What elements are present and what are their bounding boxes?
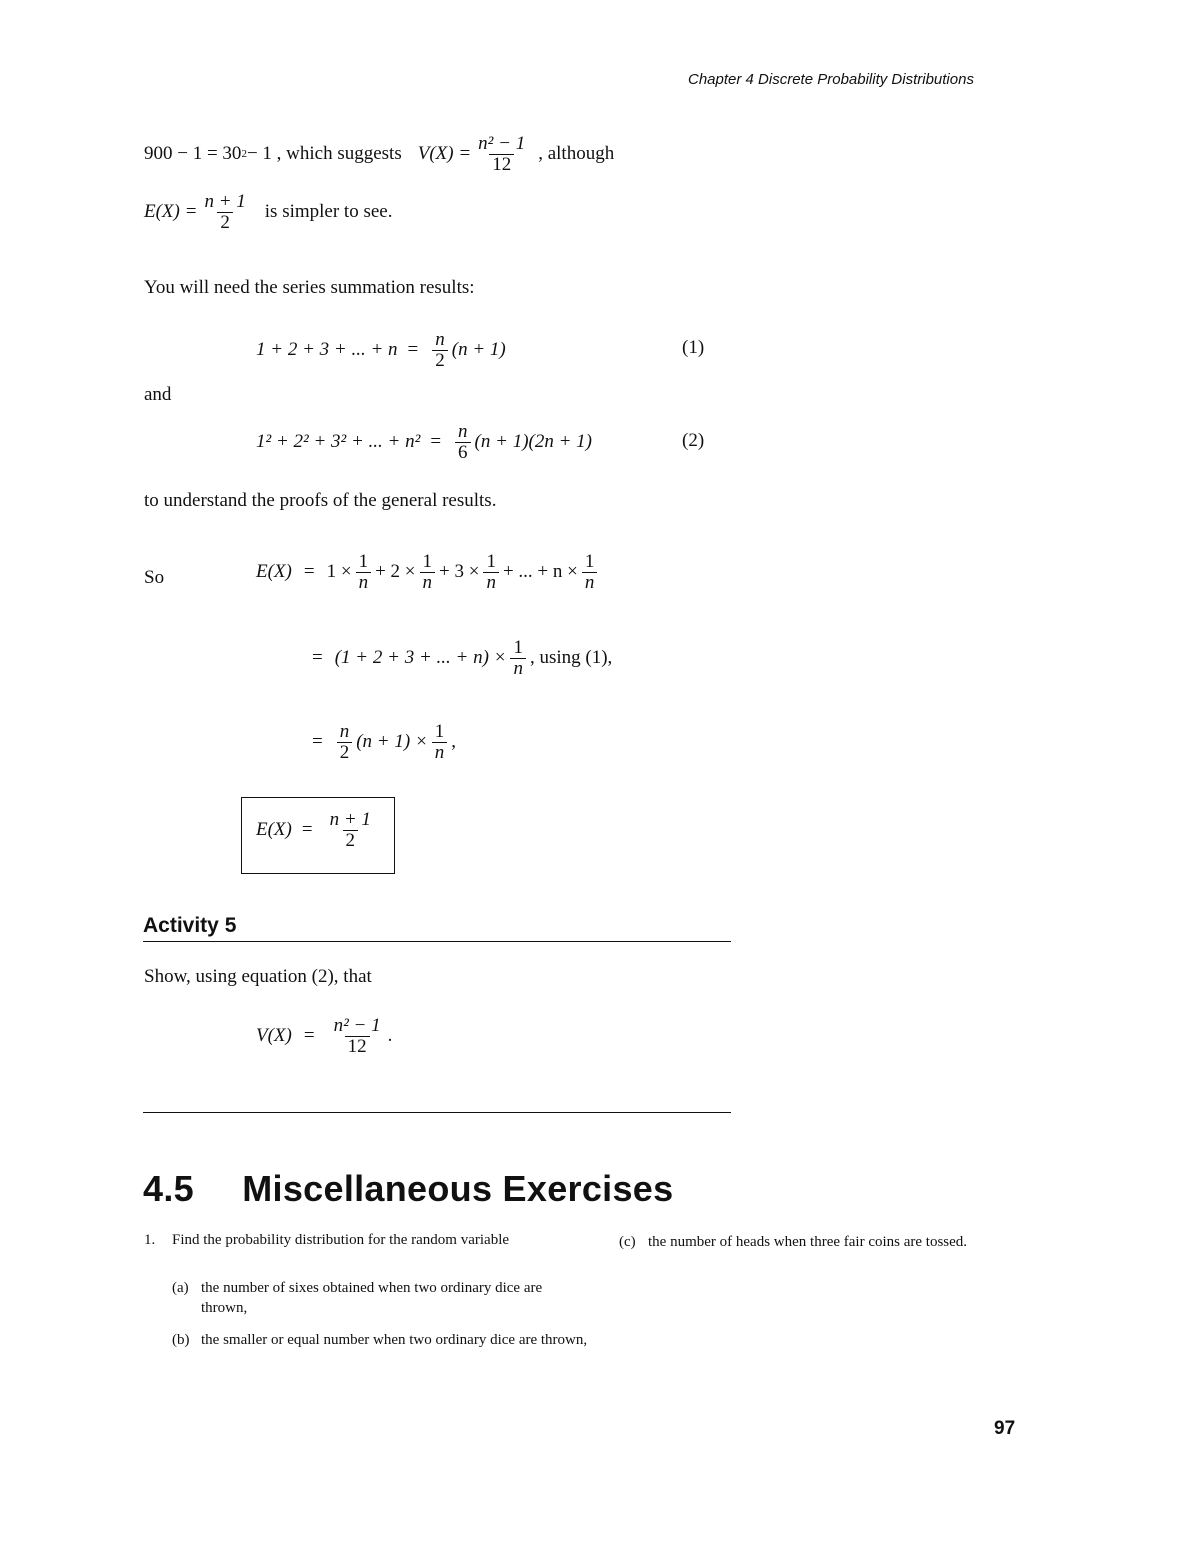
equation-2 — [256, 422, 592, 463]
eq1-lhs: 1 + 2 + 3 + ... + n — [256, 339, 398, 361]
fraction-denominator: 2 — [217, 212, 233, 233]
fraction-numerator: 1 — [358, 551, 369, 572]
boxed-fraction — [327, 810, 374, 851]
intro-rest: − 1 , which suggests — [246, 143, 402, 165]
boxed-equals: = — [301, 819, 313, 841]
term-3-coef: + 3 × — [439, 561, 480, 583]
fraction-numerator: n — [458, 421, 468, 442]
section-heading — [143, 1168, 673, 1210]
eq1-label: (1) — [682, 337, 705, 358]
part-c-text: the number of heads when three fair coins are tossed. — [648, 1234, 968, 1250]
derivation-lhs: E(X) — [256, 561, 292, 583]
step3-tail: , — [451, 731, 457, 753]
step2-equals: = — [312, 647, 323, 669]
derivation-step-2 — [312, 638, 612, 679]
term-2-coef: + 2 × — [375, 561, 416, 583]
intro-ex-fraction — [201, 192, 248, 233]
term-3-fraction — [483, 552, 499, 593]
intro-line-2-tail: is simpler to see. — [264, 201, 393, 223]
question-1-number: 1. — [144, 1232, 156, 1248]
running-header: Chapter 4 Discrete Probability Distributions — [688, 71, 974, 88]
activity-bottom-rule — [143, 1112, 731, 1113]
term-n-fraction — [582, 552, 598, 593]
result-box — [241, 797, 395, 874]
part-b-text: the smaller or equal number when two ordinary dice are thrown, — [201, 1332, 588, 1348]
activity-title: Activity 5 — [143, 914, 237, 937]
fraction-denominator: 2 — [432, 350, 448, 371]
fraction-denominator: n — [356, 572, 372, 593]
fraction-numerator: 1 — [434, 721, 445, 742]
series-intro-text: You will need the series summation results: — [144, 277, 475, 298]
fraction-denominator: n — [582, 572, 598, 593]
derivation-equals: = — [303, 561, 315, 583]
activity-equation — [256, 1016, 392, 1057]
step3-mid: (n + 1) × — [356, 731, 428, 753]
part-a-label: (a) — [172, 1280, 189, 1296]
fraction-denominator: n — [510, 658, 526, 679]
term-1-coef: 1 × — [326, 561, 352, 583]
section-number: 4.5 — [143, 1168, 194, 1209]
fraction-denominator: 2 — [343, 830, 359, 851]
and-word: and — [144, 384, 172, 405]
step2-fraction — [510, 638, 526, 679]
activity-fraction — [331, 1016, 384, 1057]
eq2-rest: (n + 1)(2n + 1) — [474, 431, 592, 453]
eq1-equals: = — [407, 339, 419, 361]
intro-line-1: 900 − 1 = 30 2 − 1 , which suggests V(X) = $\frac{\text{n² − 1}}{12}$ , although — [144, 133, 615, 175]
proof-intro-text: to understand the proofs of the general results. — [144, 490, 497, 511]
intro-ex: E(X) = — [144, 201, 198, 223]
eq2-equals: = — [430, 431, 442, 453]
fraction-numerator: n + 1 — [204, 191, 246, 212]
fraction-numerator: 1 — [584, 551, 595, 572]
term-n-coef: + ... + n × — [502, 561, 578, 583]
activity-lhs: V(X) — [256, 1025, 292, 1047]
boxed-result — [256, 810, 378, 851]
intro-lhs: 900 − 1 = 30 — [144, 143, 242, 165]
activity-text: Show, using equation (2), that — [144, 966, 372, 987]
activity-top-rule — [143, 941, 731, 942]
eq1-fraction — [432, 330, 448, 371]
fraction-numerator: 1 — [513, 637, 523, 658]
fraction-numerator: n² − 1 — [333, 1015, 381, 1036]
derivation-step-3 — [312, 722, 456, 763]
step2-sum: (1 + 2 + 3 + ... + n) × — [334, 647, 507, 669]
term-2-fraction — [420, 552, 436, 593]
eq2-fraction — [455, 422, 471, 463]
intro-tail: , although — [538, 143, 615, 165]
intro-vx: V(X) = — [417, 143, 472, 165]
so-word: So — [144, 567, 165, 588]
eq1-rest: (n + 1) — [451, 339, 506, 361]
derivation-step-1 — [256, 552, 601, 593]
fraction-denominator: 12 — [489, 154, 514, 175]
step3-fraction-1 — [337, 722, 353, 763]
fraction-denominator: 6 — [455, 442, 471, 463]
eq2-label: (2) — [682, 430, 705, 451]
part-b-label: (b) — [172, 1332, 190, 1348]
intro-vx-fraction — [475, 134, 528, 175]
fraction-denominator: 2 — [337, 742, 353, 763]
activity-tail: . — [387, 1025, 393, 1047]
fraction-numerator: n + 1 — [329, 809, 371, 830]
part-a-text: the number of sixes obtained when two ordinary dice are thrown, — [201, 1280, 543, 1316]
fraction-numerator: 1 — [486, 551, 496, 572]
step3-equals: = — [312, 731, 323, 753]
question-1-text: Find the probability distribution for the random variable — [172, 1232, 510, 1248]
fraction-numerator: 1 — [422, 551, 432, 572]
intro-line-2 — [144, 192, 392, 233]
fraction-numerator: n² − 1 — [478, 133, 526, 154]
part-c-label: (c) — [619, 1234, 636, 1250]
fraction-denominator: n — [432, 742, 448, 763]
activity-equals: = — [303, 1025, 315, 1047]
section-title: Miscellaneous Exercises — [242, 1168, 674, 1209]
step2-note: , using (1), — [529, 647, 613, 669]
fraction-denominator: 12 — [345, 1036, 370, 1057]
term-1-fraction — [356, 552, 372, 593]
step3-fraction-2 — [432, 722, 448, 763]
fraction-denominator: n — [483, 572, 499, 593]
boxed-lhs: E(X) — [256, 819, 292, 841]
fraction-numerator: n — [339, 721, 350, 742]
page-number: 97 — [994, 1418, 1016, 1439]
fraction-numerator: n — [435, 329, 445, 350]
equation-1 — [256, 330, 506, 371]
fraction-denominator: n — [420, 572, 436, 593]
eq2-lhs: 1² + 2² + 3² + ... + n² — [256, 431, 421, 453]
